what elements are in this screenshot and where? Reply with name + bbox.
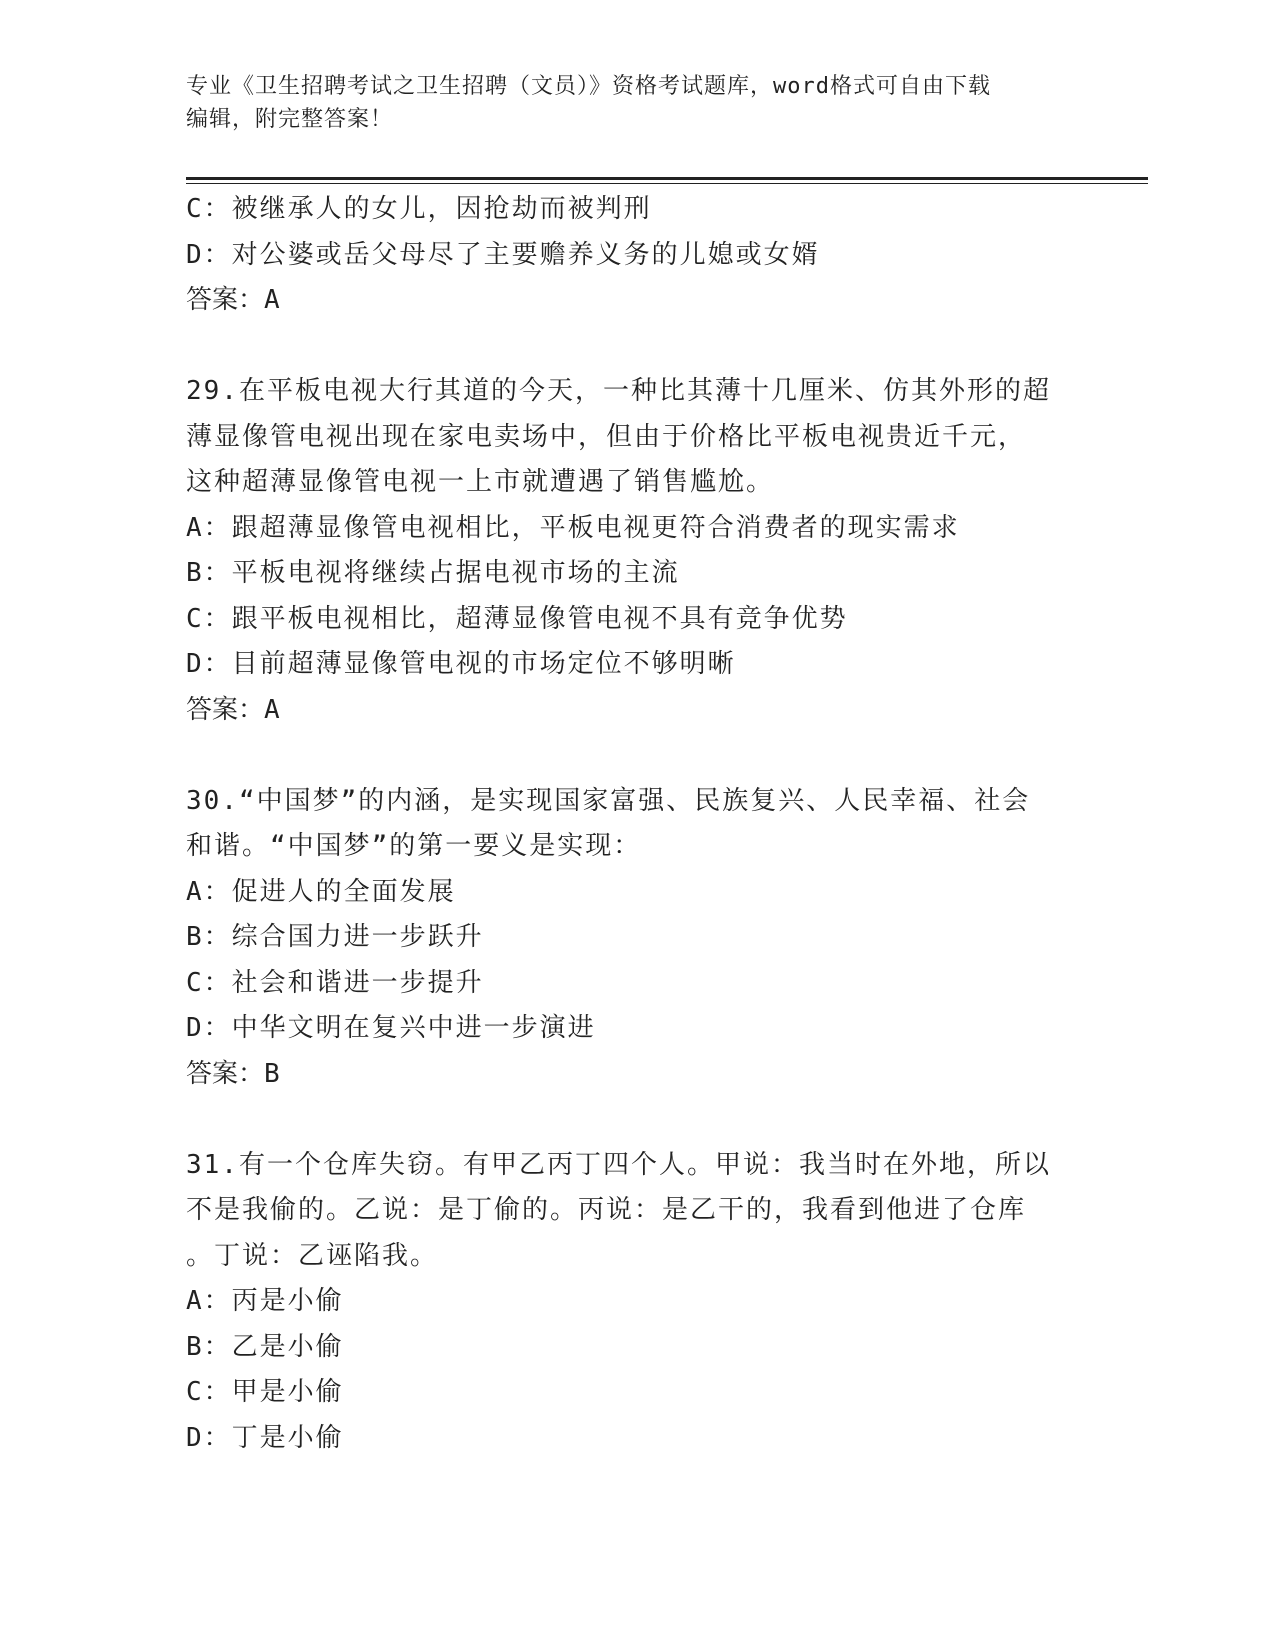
option-a: A：丙是小偷 — [186, 1286, 344, 1316]
option-d: D：丁是小偷 — [186, 1422, 344, 1453]
option-c: C：甲是小偷 — [186, 1377, 344, 1407]
question-text-line: 31.有一个仓库失窃。有甲乙丙丁四个人。甲说：我当时在外地，所以 — [186, 1149, 1051, 1180]
spacer — [186, 324, 1086, 370]
answer-line: 答案：B — [186, 1058, 280, 1089]
header-divider-thin — [186, 183, 1148, 184]
option-c: C：社会和谐进一步提升 — [186, 967, 484, 998]
header-title-line-1: 专业《卫生招聘考试之卫生招聘（文员）》资格考试题库，word格式可自由下载 — [186, 74, 991, 99]
spacer — [186, 1097, 1086, 1143]
option-c: C：被继承人的女儿，因抢劫而被判刑 — [186, 194, 652, 224]
question-text-line: 。丁说：乙诬陷我。 — [186, 1240, 439, 1271]
question-text-line: 薄显像管电视出现在家电卖场中，但由于价格比平板电视贵近千元， — [186, 421, 1027, 452]
question-text-line: 29.在平板电视大行其道的今天，一种比其薄十几厘米、仿其外形的超 — [186, 376, 1051, 406]
option-b: B：平板电视将继续占据电视市场的主流 — [186, 558, 680, 588]
page-header — [186, 70, 1066, 136]
previous-question-tail — [186, 187, 1086, 324]
option-c: C：跟平板电视相比，超薄显像管电视不具有竞争优势 — [186, 603, 848, 634]
question-text-line: 和谐。“中国梦”的第一要义是实现： — [186, 831, 642, 861]
option-d: D：对公婆或岳父母尽了主要赡养义务的儿媳或女婿 — [186, 239, 820, 270]
question-29 — [186, 369, 1086, 733]
option-b: B：综合国力进一步跃升 — [186, 922, 484, 952]
question-30 — [186, 779, 1086, 1098]
question-text-line: 这种超薄显像管电视一上市就遭遇了销售尴尬。 — [186, 467, 775, 497]
question-list — [186, 187, 1086, 1461]
option-a: A：跟超薄显像管电视相比，平板电视更符合消费者的现实需求 — [186, 512, 960, 543]
option-a: A：促进人的全面发展 — [186, 876, 456, 907]
header-title-line-2: 编辑，附完整答案！ — [186, 107, 394, 132]
question-text-line: 30.“中国梦”的内涵，是实现国家富强、民族复兴、人民幸福、社会 — [186, 785, 1031, 816]
header-divider-thick — [186, 177, 1148, 180]
question-31 — [186, 1143, 1086, 1462]
answer-line: 答案：A — [186, 694, 280, 725]
option-b: B：乙是小偷 — [186, 1331, 344, 1362]
option-d: D：中华文明在复兴中进一步演进 — [186, 1013, 596, 1043]
spacer — [186, 733, 1086, 779]
answer-line: 答案：A — [186, 285, 280, 315]
question-text-line: 不是我偷的。乙说：是丁偷的。丙说：是乙干的，我看到他进了仓库 — [186, 1195, 1027, 1225]
option-d: D：目前超薄显像管电视的市场定位不够明晰 — [186, 649, 736, 679]
